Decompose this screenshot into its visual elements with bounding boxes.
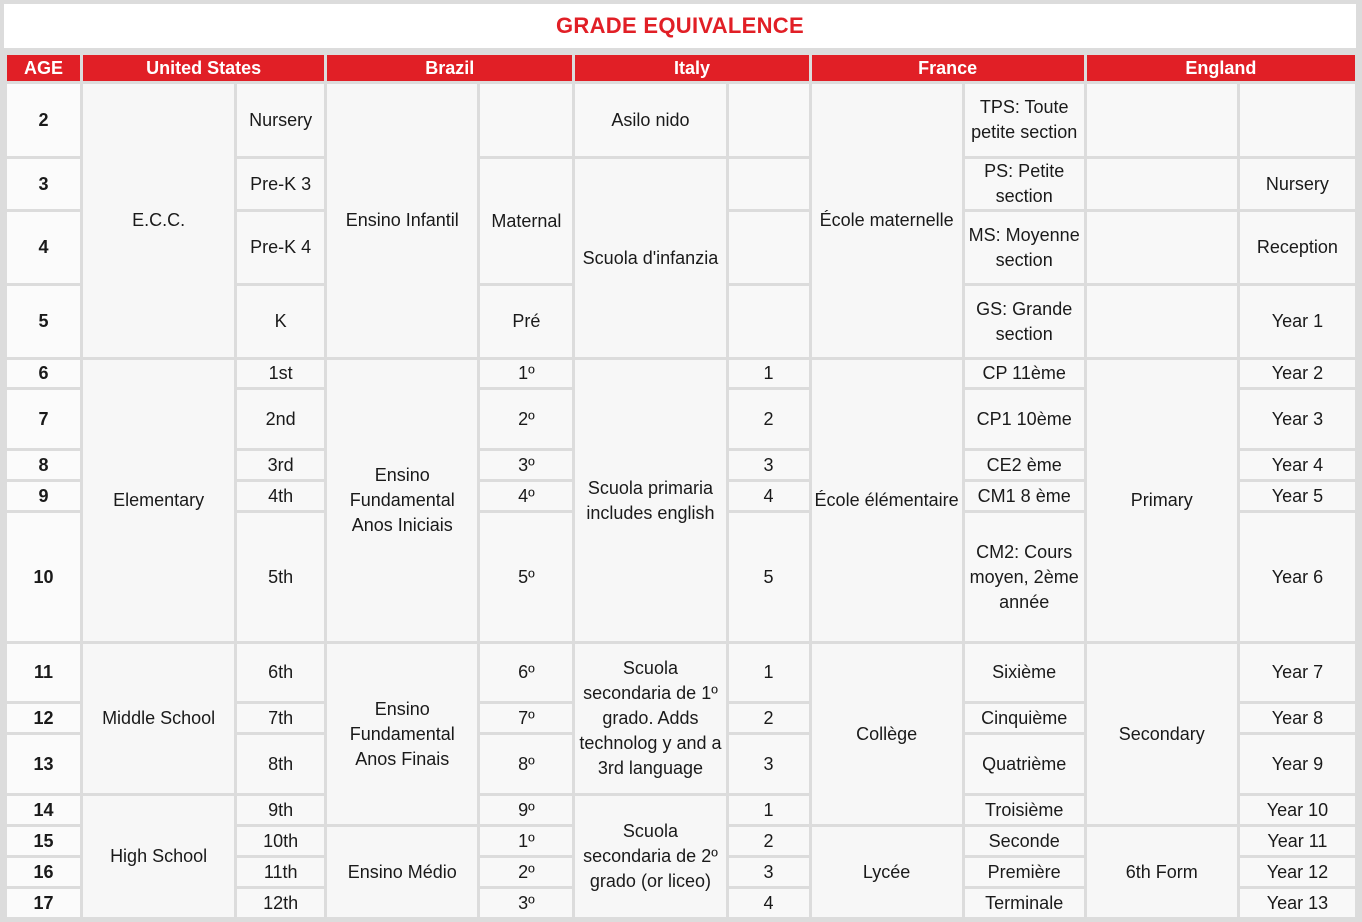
header-england: England: [1087, 55, 1355, 81]
france-grade: Cinquième: [965, 704, 1084, 732]
brazil-grade: 3º: [480, 889, 572, 917]
france-grade: CM1 8 ème: [965, 482, 1084, 510]
age-cell: 12: [7, 704, 80, 732]
italy-grade: [729, 84, 809, 156]
england-grade: [1240, 84, 1355, 156]
italy-grade: 1: [729, 796, 809, 824]
england-stage: [1087, 212, 1237, 283]
england-grade: Year 12: [1240, 858, 1355, 886]
france-grade: CP1 10ème: [965, 390, 1084, 448]
us-grade: 11th: [237, 858, 324, 886]
us-grade: 6th: [237, 644, 324, 701]
italy-grade: 1: [729, 644, 809, 701]
brazil-grade: 4º: [480, 482, 572, 510]
brazil-grade: 9º: [480, 796, 572, 824]
us-grade: Nursery: [237, 84, 324, 156]
france-grade: Quatrième: [965, 735, 1084, 793]
age-cell: 2: [7, 84, 80, 156]
italy-grade: 3: [729, 735, 809, 793]
france-stage-elementaire: École élémentaire: [812, 360, 962, 641]
age-cell: 14: [7, 796, 80, 824]
france-grade: GS: Grande section: [965, 286, 1084, 357]
us-grade: 12th: [237, 889, 324, 917]
france-stage-college: Collège: [812, 644, 962, 824]
us-grade: K: [237, 286, 324, 357]
italy-grade: 4: [729, 482, 809, 510]
us-stage-high-school: High School: [83, 796, 234, 917]
italy-grade: 3: [729, 858, 809, 886]
grade-equivalence-table: [4, 52, 1358, 920]
italy-grade: 3: [729, 451, 809, 479]
england-stage: [1087, 84, 1237, 156]
us-grade: 2nd: [237, 390, 324, 448]
us-stage-ecc: E.C.C.: [83, 84, 234, 357]
us-grade: Pre-K 4: [237, 212, 324, 283]
age-cell: 10: [7, 513, 80, 641]
italy-grade: 4: [729, 889, 809, 917]
france-grade: CP 11ème: [965, 360, 1084, 387]
italy-grade: 2: [729, 390, 809, 448]
italy-stage-infanzia: Scuola d'infanzia: [575, 159, 725, 357]
england-grade: Year 8: [1240, 704, 1355, 732]
age-cell: 9: [7, 482, 80, 510]
age-cell: 8: [7, 451, 80, 479]
brazil-grade: 2º: [480, 390, 572, 448]
table-row: [7, 644, 1355, 701]
france-grade: TPS: Toute petite section: [965, 84, 1084, 156]
us-grade: 8th: [237, 735, 324, 793]
brazil-grade: 5º: [480, 513, 572, 641]
italy-grade: 5: [729, 513, 809, 641]
england-grade: Year 7: [1240, 644, 1355, 701]
england-grade: Year 10: [1240, 796, 1355, 824]
us-grade: Pre-K 3: [237, 159, 324, 209]
england-stage-secondary: Secondary: [1087, 644, 1237, 824]
table-row: [7, 360, 1355, 387]
age-cell: 6: [7, 360, 80, 387]
header-united-states: United States: [83, 55, 324, 81]
italy-stage-asilo: Asilo nido: [575, 84, 725, 156]
brazil-grade: 6º: [480, 644, 572, 701]
italy-grade: 2: [729, 827, 809, 855]
brazil-grade: 7º: [480, 704, 572, 732]
italy-stage-secondaria-2: Scuola secondaria de 2º grado (or liceo): [575, 796, 725, 917]
us-stage-middle-school: Middle School: [83, 644, 234, 793]
page-title: GRADE EQUIVALENCE: [4, 4, 1356, 48]
france-grade: Troisième: [965, 796, 1084, 824]
england-grade: Reception: [1240, 212, 1355, 283]
brazil-grade: Pré: [480, 286, 572, 357]
table-row: [7, 84, 1355, 156]
us-grade: 7th: [237, 704, 324, 732]
age-cell: 15: [7, 827, 80, 855]
brazil-stage-fundamental-finais: Ensino Fundamental Anos Finais: [327, 644, 477, 824]
italy-grade: 1: [729, 360, 809, 387]
england-stage: [1087, 286, 1237, 357]
age-cell: 3: [7, 159, 80, 209]
age-cell: 11: [7, 644, 80, 701]
france-grade: Terminale: [965, 889, 1084, 917]
england-stage-primary: Primary: [1087, 360, 1237, 641]
england-grade: Year 11: [1240, 827, 1355, 855]
england-grade: Year 1: [1240, 286, 1355, 357]
header-italy: Italy: [575, 55, 808, 81]
france-grade: CE2 ème: [965, 451, 1084, 479]
italy-grade: [729, 212, 809, 283]
us-grade: 1st: [237, 360, 324, 387]
age-cell: 7: [7, 390, 80, 448]
age-cell: 13: [7, 735, 80, 793]
england-grade: Year 13: [1240, 889, 1355, 917]
england-stage: [1087, 159, 1237, 209]
england-grade: Year 5: [1240, 482, 1355, 510]
brazil-stage-infantil: Ensino Infantil: [327, 84, 477, 357]
age-cell: 16: [7, 858, 80, 886]
france-grade: Sixième: [965, 644, 1084, 701]
england-stage-6th-form: 6th Form: [1087, 827, 1237, 917]
us-grade: 10th: [237, 827, 324, 855]
brazil-grade: 3º: [480, 451, 572, 479]
france-grade: PS: Petite section: [965, 159, 1084, 209]
age-cell: 4: [7, 212, 80, 283]
france-grade: Première: [965, 858, 1084, 886]
france-stage-maternelle: École maternelle: [812, 84, 962, 357]
header-brazil: Brazil: [327, 55, 572, 81]
header-age: AGE: [7, 55, 80, 81]
us-grade: 4th: [237, 482, 324, 510]
france-grade: MS: Moyenne section: [965, 212, 1084, 283]
italy-stage-secondaria-1: Scuola secondaria de 1º grado. Adds technolog y and a 3rd language: [575, 644, 725, 793]
italy-grade: 2: [729, 704, 809, 732]
france-grade: CM2: Cours moyen, 2ème année: [965, 513, 1084, 641]
england-grade: Year 2: [1240, 360, 1355, 387]
age-cell: 5: [7, 286, 80, 357]
brazil-grade: [480, 84, 572, 156]
brazil-grade: Maternal: [480, 159, 572, 283]
england-grade: Year 4: [1240, 451, 1355, 479]
england-grade: Year 9: [1240, 735, 1355, 793]
header-france: France: [812, 55, 1084, 81]
brazil-stage-medio: Ensino Médio: [327, 827, 477, 917]
england-grade: Nursery: [1240, 159, 1355, 209]
brazil-grade: 2º: [480, 858, 572, 886]
england-grade: Year 3: [1240, 390, 1355, 448]
france-stage-lycee: Lycée: [812, 827, 962, 917]
brazil-stage-fundamental-iniciais: Ensino Fundamental Anos Iniciais: [327, 360, 477, 641]
brazil-grade: 8º: [480, 735, 572, 793]
italy-stage-primaria: Scuola primaria includes english: [575, 360, 725, 641]
us-grade: 9th: [237, 796, 324, 824]
us-grade: 5th: [237, 513, 324, 641]
us-stage-elementary: Elementary: [83, 360, 234, 641]
italy-grade: [729, 286, 809, 357]
age-cell: 17: [7, 889, 80, 917]
us-grade: 3rd: [237, 451, 324, 479]
italy-grade: [729, 159, 809, 209]
england-grade: Year 6: [1240, 513, 1355, 641]
france-grade: Seconde: [965, 827, 1084, 855]
header-row: [7, 55, 1355, 81]
brazil-grade: 1º: [480, 827, 572, 855]
brazil-grade: 1º: [480, 360, 572, 387]
